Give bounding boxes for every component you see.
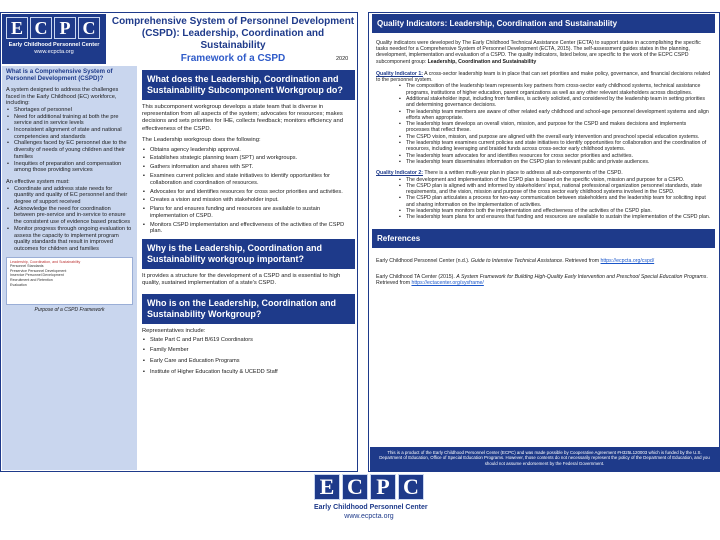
ref1-author: Early Childhood Personnel Center (n.d.). <box>376 257 471 264</box>
logo-letter: C <box>78 17 100 39</box>
title-line: Comprehensive System of Personnel Development <box>111 16 355 27</box>
sidebar-intro: A system designed to address the challenges faced in the Early Childhood (EC) workforce, including: <box>6 86 119 107</box>
title-line: (CSPD): Leadership, Coordination and Sustainability <box>141 28 325 51</box>
diagram-row: Personnel Standards <box>10 264 44 269</box>
diagram-row: Evaluation <box>10 282 27 287</box>
list-item: ▪ The leadership team examines current policies and state initiatives to identify opportunities for collaboration and the coordination of resources, including leveraging and braided funds across cross-sector early childhood systems. <box>398 140 711 153</box>
list-item: • Shortages of personnel <box>6 107 133 114</box>
qi-heading: Quality Indicators: Leadership, Coordination and Sustainability <box>372 14 715 33</box>
list-item: ▪ Family Member <box>142 347 355 354</box>
logo-letter: C <box>342 474 368 500</box>
list-item: • Challenges faced by EC personnel due to the diversity of needs of young children and their families <box>6 140 133 160</box>
list-item: ▪ Monitors CSPD implementation and effectiveness of the activities of the CSPD plan. <box>142 222 355 236</box>
qi2-list <box>372 177 715 221</box>
ref1-title: Guide to Intensive Technical Assistance <box>470 257 563 264</box>
qi1-text: A cross-sector leadership team is in place that can set priorities and make policy, governance, and financial decisions related to the personnel system. <box>376 70 711 84</box>
qi-intro <box>372 40 715 65</box>
header-logo <box>2 14 106 64</box>
list-item: ▪ Early Care and Education Programs <box>142 358 355 365</box>
sidebar <box>2 66 137 470</box>
disclaimer-text: This is a product of the Early Childhood Personnel Center (ECPC) and was made possible by Cooperative Agreement #H325L120003 which is funded by the U.S. Department of Education, Office of Special Education Programs. However, those contents do not necessarily represent the policy of the Department of Education, and you should not assume endorsement by the Federal Government. <box>379 450 710 466</box>
footer-logo-url: www.ecpcta.org <box>344 513 394 520</box>
list-item: ▪ Gathers information and shares with SPT. <box>142 164 355 171</box>
qi1-list <box>372 83 715 165</box>
page-title <box>110 16 356 65</box>
diagram-row: Leadership, Coordination, and Sustainability <box>10 259 81 264</box>
diagram-row: Inservice Personnel Development <box>10 273 64 278</box>
logo-letter: P <box>370 474 396 500</box>
references-heading: References <box>372 229 715 248</box>
effective-list <box>6 186 133 253</box>
list-item: • Need for additional training at both the pre service and in service levels <box>6 114 133 127</box>
diagram-row: Preservice Personnel Development <box>10 268 67 273</box>
list-item: ▪ The CSPD plan is aligned with and informed by stakeholders' input, national professional organization personnel standards, state requirements, and the vision, mission and purpose of the cross sector early childhood systems involved in the CSPD. <box>398 183 711 196</box>
q2-text: It provides a structure for the development of a CSPD and is essential to high quality, sustained implementation of a state's CSPD. <box>142 273 341 287</box>
qi-intro-bold: Leadership, Coordination and Sustainability <box>427 58 537 65</box>
logo-letter: E <box>314 474 340 500</box>
list-item: ▪ Institute of Higher Education faculty & UCEDD Staff <box>142 369 355 376</box>
title-subline: Framework of a CSPD <box>180 53 286 64</box>
sidebar-heading: What is a Comprehensive System of Personnel Development (CSPD)? <box>6 68 113 83</box>
list-item: ▪ State Part C and Part B/619 Coordinators <box>142 337 355 344</box>
list-item: ▪ Establishes strategic planning team (SPT) and workgroups. <box>142 155 355 162</box>
ref1-link[interactable]: https://ecpcta.org/cspd/ <box>600 257 655 264</box>
q3-intro: Representatives include: <box>142 327 206 334</box>
section-heading: Who is on the Leadership, Coordination and Sustainability Workgroup? <box>142 294 355 324</box>
ref2-retrieved: . Retrieved from <box>376 273 708 287</box>
list-item: ▪ The leadership team monitors both the implementation and effectiveness of the activities of the CSPD plan. <box>398 208 711 214</box>
footer-logo-subtitle: Early Childhood Personnel Center <box>314 504 428 511</box>
q1-list-intro: The Leadership workgroup does the following: <box>142 136 261 143</box>
list-item: ▪ Advocates for and identifies resources for cross sector priorities and activities. <box>142 189 355 196</box>
reference-2 <box>372 274 715 287</box>
ref1-retrieved: . Retrieved from <box>562 257 601 264</box>
effective-heading: An effective system must: <box>6 178 70 185</box>
footer-logo <box>314 474 428 538</box>
list-item: ▪ The leadership team advocates for and identifies resources for cross sector priorities and activities. <box>398 153 711 159</box>
q1-intro: This subcomponent workgroup develops a state team that is diverse in representation from all aspects of the system; advocates for resources; makes decisions and sets priorities for IHE, collects feedback; monitors efficiency and effectiveness of the CSPD. <box>142 104 343 132</box>
list-item: ▪ The composition of the leadership team represents key partners from cross-sector early childhood systems, technical assistance programs, institutions of higher education, parent organizations as well as any other relevant stakeholders across disciplines. <box>398 83 711 96</box>
list-item: • Inconsistent alignment of state and national competencies and standards <box>6 127 133 140</box>
section-heading: Why is the Leadership, Coordination and Sustainability workgroup important? <box>142 239 355 269</box>
list-item: • Acknowledge the need for coordination between pre-service and in-service to ensure the consistent use of evidence based practices <box>6 206 133 226</box>
qi1-label: Quality Indicator 1: <box>376 70 423 77</box>
middle-column <box>142 70 355 380</box>
reference-1 <box>372 258 715 264</box>
logo-subtitle: Early Childhood Personnel Center <box>8 42 100 48</box>
ref2-title: A System Framework for Building High-Quality Early Intervention and Preschool Special Education Programs <box>456 273 707 280</box>
qi2-text: There is a written multi-year plan in place to address all sub-components of the CSPD. <box>422 170 623 177</box>
qi1 <box>372 71 715 84</box>
framework-diagram <box>6 257 133 305</box>
logo-letter: E <box>6 17 28 39</box>
q1-list <box>142 147 355 236</box>
list-item: • Monitor progress through ongoing evaluation to assess the capacity to implement program quality standards that result in improved outcomes for children and families <box>6 226 133 253</box>
list-item: ▪ Creates a vision and mission with stakeholder input. <box>142 197 355 204</box>
challenge-list <box>6 107 133 174</box>
diagram-row: Recruitment and Retention <box>10 278 53 283</box>
q3-list <box>142 337 355 376</box>
year-label: 2020 <box>336 56 349 62</box>
qi-intro-text: Quality indicators were developed by The Early Childhood Technical Assistance Center (ECTA) to support states in accomplishing the specific tasks needed for a Comprehensive System of Personnel Development (ECTA, 2015). The self-assessment guides states in the planning, development, implementation and evaluation of a CSPD. The quality indicators, listed below, are specific to the work of the ECPC CSPD subcomponent group: <box>376 40 701 65</box>
logo-letter: C <box>398 474 424 500</box>
disclaimer-bar <box>370 447 719 471</box>
diagram-caption: Purpose of a CSPD Framework <box>34 306 105 313</box>
section-heading: What does the Leadership, Coordination and Sustainability Subcomponent Workgroup do? <box>142 70 355 100</box>
ref2-author: Early Childhood TA Center (2015). <box>376 273 457 280</box>
list-item: ▪ Plans for and ensures funding and resources are available to sustain implementation of CSPD. <box>142 206 355 220</box>
list-item: ▪ The leadership team members are aware of other related early childhood and school-age personnel development systems and align efforts when appropriate. <box>398 109 711 122</box>
list-item: ▪ Additional stakeholder input, including from families, is actively solicited, and considered by the leadership team in setting priorities and determining governance decisions. <box>398 96 711 109</box>
list-item: ▪ Obtains agency leadership approval. <box>142 147 355 154</box>
list-item: ▪ The leadership team plans for and ensures that funding and resources are available to sustain the implementation of the CSPD plan. <box>398 214 711 220</box>
list-item: • Inequities of preparation and compensation among those providing services <box>6 161 133 174</box>
list-item: ▪ Examines current policies and state initiatives to identify opportunities for collaboration and coordination of resources. <box>142 173 355 187</box>
list-item: ▪ The CSPD vision, mission, and purpose are aligned with the overall early intervention and preschool special education systems. <box>398 134 711 140</box>
qi2-label: Quality Indicator 2: <box>376 170 423 177</box>
list-item: ▪ The leadership team develops an overall vision, mission, and purpose for the CSPD and makes decisions and implements processes that reflect these. <box>398 121 711 134</box>
list-item: • Coordinate and address state needs for quantity and quality of EC personnel and their degree of support received <box>6 186 133 206</box>
logo-letter: P <box>54 17 76 39</box>
logo-url: www.ecpcta.org <box>34 49 74 55</box>
right-column <box>372 14 715 287</box>
list-item: ▪ The CSPD plan articulates a process for two-way communication between stakeholders and the leadership team for soliciting input and sharing information on the implementation of activities. <box>398 195 711 208</box>
list-item: ▪ The leadership team disseminates information on the CSPD plan to relevant public and private audiences. <box>398 159 711 165</box>
logo-letter: C <box>30 17 52 39</box>
list-item: ▪ The development and implementation of the CSPD plan is based on the specific vision, mission and purpose for a CSPD. <box>398 177 711 183</box>
ref2-link[interactable]: https://ectacenter.org/sysframe/ <box>411 280 484 287</box>
